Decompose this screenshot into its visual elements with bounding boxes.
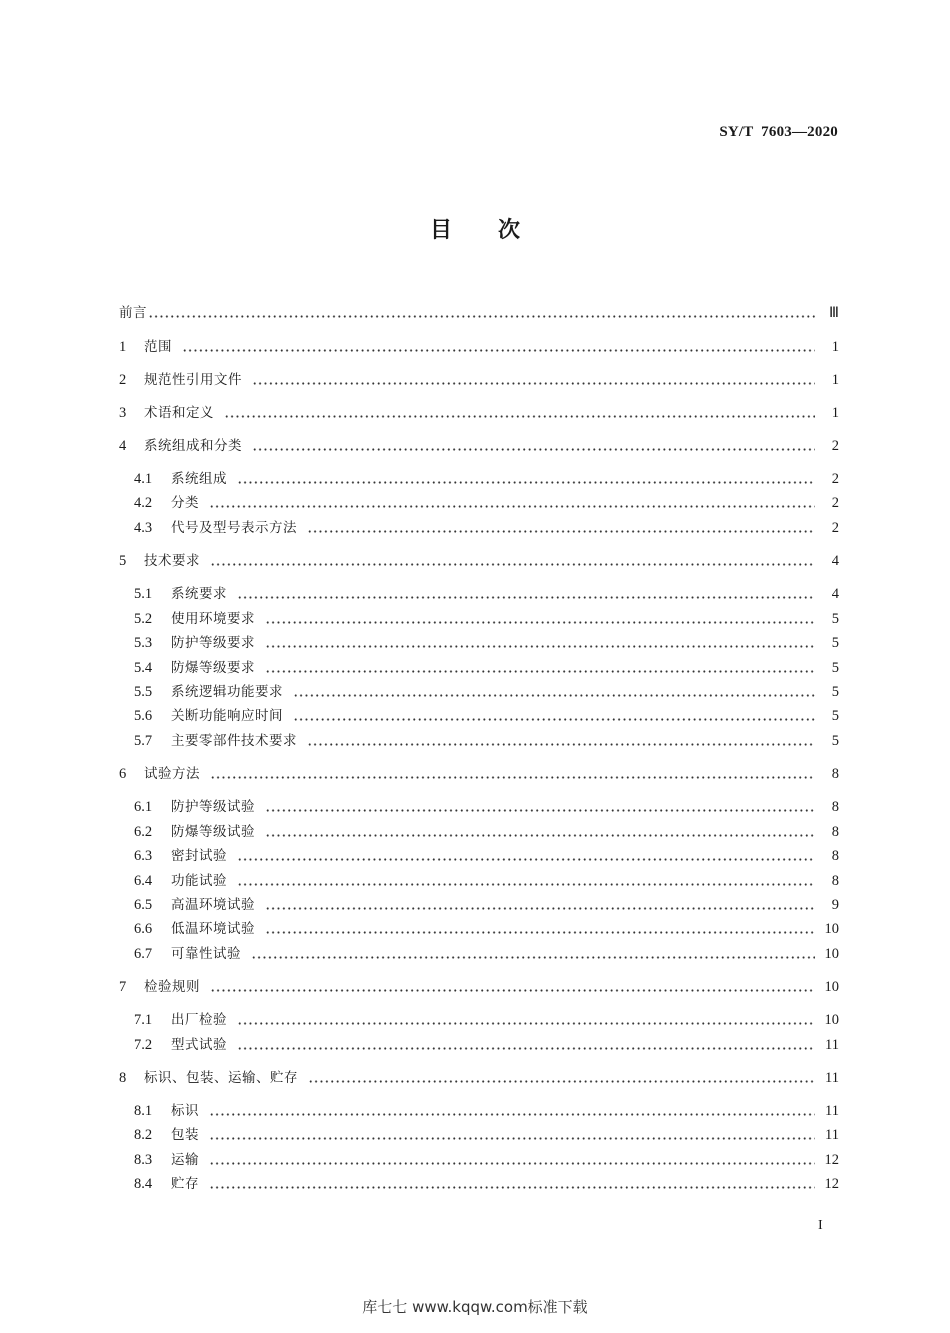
toc-entry[interactable]: [119, 550, 839, 572]
dot-leader: [209, 1162, 815, 1165]
toc-entry[interactable]: [134, 1173, 839, 1195]
toc-entry[interactable]: [134, 870, 839, 892]
toc-entry-page: 2: [831, 438, 839, 454]
toc-entry-page: 9: [831, 897, 839, 913]
toc-entry[interactable]: [134, 705, 839, 727]
toc-entry-number: 8.4: [134, 1176, 153, 1192]
toc-entry-page: 4: [831, 586, 839, 602]
toc-entry-number: 8.3: [134, 1152, 153, 1168]
toc-entry[interactable]: [134, 468, 839, 490]
toc-entry-page: 8: [831, 873, 839, 889]
toc-entry-number: 7: [119, 979, 127, 995]
dot-leader: [210, 989, 815, 992]
dot-leader: [293, 694, 815, 697]
toc-entry-number: 7.1: [134, 1012, 153, 1028]
toc-entry[interactable]: [119, 976, 839, 998]
toc-entry-page: 5: [831, 611, 839, 627]
dot-leader: [265, 670, 815, 673]
toc-entry-page: 10: [824, 946, 839, 962]
dot-leader: [307, 530, 815, 533]
dot-leader: [209, 1137, 815, 1140]
toc-entry-number: 4: [119, 438, 127, 454]
toc-entry-label: 系统组成和分类: [144, 438, 242, 454]
toc-entry-page: 10: [824, 979, 839, 995]
dot-leader: [237, 1022, 815, 1025]
dot-leader: [308, 1080, 815, 1083]
toc-entry-label: 型式试验: [171, 1037, 227, 1053]
dot-leader: [252, 382, 815, 385]
dot-leader: [237, 858, 815, 861]
toc-entry-label: 系统组成: [171, 471, 227, 487]
toc-entry-label: 高温环境试验: [171, 897, 255, 913]
toc-entry-number: 6.5: [134, 897, 153, 913]
toc-entry-page: 11: [825, 1037, 839, 1053]
toc-entry-label: 术语和定义: [144, 405, 214, 421]
toc-entry-page: 1: [831, 372, 839, 388]
toc-entry-label: 可靠性试验: [171, 946, 241, 962]
toc-entry-number: 5.1: [134, 586, 153, 602]
toc-entry[interactable]: [134, 583, 839, 605]
toc-entry[interactable]: [134, 918, 839, 940]
toc-entry-label: 运输: [171, 1152, 199, 1168]
toc-entry-number: 5: [119, 553, 127, 569]
toc-entry-label: 规范性引用文件: [144, 372, 242, 388]
toc-entry-label: 检验规则: [144, 979, 200, 995]
toc-entry-label: 防护等级要求: [171, 635, 255, 651]
toc-entry-number: 4.3: [134, 520, 153, 536]
toc-entry-label: 功能试验: [171, 873, 227, 889]
toc-entry-label: 标识、包装、运输、贮存: [144, 1070, 298, 1086]
toc-entry-page: Ⅲ: [829, 305, 839, 321]
toc-entry-page: 10: [824, 1012, 839, 1028]
toc-entry-page: 8: [831, 766, 839, 782]
toc-entry-page: 5: [831, 684, 839, 700]
toc-entry-page: 2: [831, 495, 839, 511]
toc-entry[interactable]: [119, 1067, 839, 1089]
toc-entry-number: 8.1: [134, 1103, 153, 1119]
toc-entry[interactable]: [134, 894, 839, 916]
toc-entry-label: 代号及型号表示方法: [171, 520, 297, 536]
toc-entry-page: 10: [824, 921, 839, 937]
dot-leader: [265, 621, 815, 624]
toc-entry-number: 6.1: [134, 799, 153, 815]
toc-entry-label: 标识: [171, 1103, 199, 1119]
toc-entry-page: 5: [831, 660, 839, 676]
standard-code: SY/T 7603—2020: [719, 124, 838, 140]
toc-entry[interactable]: [134, 657, 839, 679]
toc-entry-number: 5.5: [134, 684, 153, 700]
dot-leader: [182, 349, 815, 352]
dot-leader: [293, 718, 815, 721]
toc-entry[interactable]: [134, 796, 839, 818]
toc-entry[interactable]: [134, 608, 839, 630]
dot-leader: [265, 809, 815, 812]
toc-entry-page: 1: [831, 405, 839, 421]
toc-entry[interactable]: [119, 302, 839, 324]
toc-entry[interactable]: [134, 821, 839, 843]
toc-entry-page: 5: [831, 733, 839, 749]
toc-entry-number: 6.4: [134, 873, 153, 889]
toc-entry-number: 7.2: [134, 1037, 153, 1053]
toc-entry-label: 关断功能响应时间: [171, 708, 283, 724]
dot-leader: [210, 776, 815, 779]
toc-entry-number: 5.7: [134, 733, 153, 749]
toc-entry[interactable]: [134, 517, 839, 539]
toc-entry-number: 5.4: [134, 660, 153, 676]
toc-entry-page: 2: [831, 471, 839, 487]
toc-entry[interactable]: [134, 730, 839, 752]
toc-entry[interactable]: [134, 1124, 839, 1146]
toc-entry-label: 技术要求: [144, 553, 200, 569]
toc-entry-number: 8: [119, 1070, 127, 1086]
toc-entry-page: 8: [831, 848, 839, 864]
toc-entry-number: 5.6: [134, 708, 153, 724]
toc-entry-label: 分类: [171, 495, 199, 511]
toc-entry-number: 6: [119, 766, 127, 782]
toc-entry[interactable]: [134, 1009, 839, 1031]
toc-entry-number: 2: [119, 372, 127, 388]
dot-leader: [265, 645, 815, 648]
toc-entry-label: 试验方法: [144, 766, 200, 782]
toc-entry-page: 5: [831, 635, 839, 651]
toc-entry-number: 1: [119, 339, 127, 355]
toc-entry[interactable]: [119, 435, 839, 457]
toc-entry[interactable]: [134, 1149, 839, 1171]
toc-entry-number: 6.6: [134, 921, 153, 937]
toc-entry-label: 系统要求: [171, 586, 227, 602]
toc-entry-number: 5.2: [134, 611, 153, 627]
toc-entry[interactable]: [134, 1034, 839, 1056]
dot-leader: [224, 415, 815, 418]
toc-entry[interactable]: [134, 1100, 839, 1122]
toc-entry-page: 4: [831, 553, 839, 569]
toc-entry[interactable]: [134, 943, 839, 965]
dot-leader: [209, 1186, 815, 1189]
toc-entry-label: 主要零部件技术要求: [171, 733, 297, 749]
toc-entry-page: 5: [831, 708, 839, 724]
toc-entry-page: 12: [824, 1176, 839, 1192]
page-number: I: [818, 1218, 823, 1233]
toc-entry-page: 11: [825, 1103, 839, 1119]
toc-entry-label: 防爆等级要求: [171, 660, 255, 676]
dot-leader: [265, 834, 815, 837]
dot-leader: [237, 883, 815, 886]
toc-entry[interactable]: [134, 492, 839, 514]
toc-entry-label: 密封试验: [171, 848, 227, 864]
dot-leader: [237, 1047, 815, 1050]
dot-leader: [209, 505, 815, 508]
toc-entry-page: 11: [825, 1070, 839, 1086]
toc-entry-label: 使用环境要求: [171, 611, 255, 627]
toc-entry-number: 6.3: [134, 848, 153, 864]
toc-entry-page: 8: [831, 824, 839, 840]
toc-entry-label: 范围: [144, 339, 172, 355]
toc-entry-label: 包装: [171, 1127, 199, 1143]
dot-leader: [210, 563, 815, 566]
dot-leader: [265, 931, 815, 934]
dot-leader: [265, 907, 815, 910]
toc-entry[interactable]: [119, 763, 839, 785]
toc-entry-number: 3: [119, 405, 127, 421]
dot-leader: [237, 481, 815, 484]
toc-entry-page: 1: [831, 339, 839, 355]
toc-entry-label: 低温环境试验: [171, 921, 255, 937]
toc-entry-number: 6.7: [134, 946, 153, 962]
toc-entry-page: 2: [831, 520, 839, 536]
toc-entry[interactable]: [134, 845, 839, 867]
toc-entry[interactable]: [119, 402, 839, 424]
dot-leader: [237, 596, 815, 599]
page-title: 目次: [429, 218, 566, 243]
toc-entry-number: 4.2: [134, 495, 153, 511]
toc-entry-page: 11: [825, 1127, 839, 1143]
footer-watermark: 库七七 www.kqqw.com标准下载: [362, 1298, 588, 1316]
toc-entry[interactable]: [134, 632, 839, 654]
toc-entry-number: 4.1: [134, 471, 153, 487]
toc-entry-page: 8: [831, 799, 839, 815]
toc-entry-label: 防爆等级试验: [171, 824, 255, 840]
toc-entry-label: 系统逻辑功能要求: [171, 684, 283, 700]
dot-leader: [148, 315, 815, 318]
toc-entry-page: 12: [824, 1152, 839, 1168]
toc-entry-number: 8.2: [134, 1127, 153, 1143]
toc-entry-label: 贮存: [171, 1176, 199, 1192]
toc-entry-number: 5.3: [134, 635, 153, 651]
dot-leader: [252, 448, 815, 451]
toc-entry[interactable]: [119, 336, 839, 358]
dot-leader: [209, 1113, 815, 1116]
toc-entry-label: 防护等级试验: [171, 799, 255, 815]
toc-entry[interactable]: [134, 681, 839, 703]
toc-entry-label: 前言: [119, 305, 147, 321]
toc-entry-number: 6.2: [134, 824, 153, 840]
dot-leader: [251, 956, 815, 959]
dot-leader: [307, 743, 815, 746]
toc-entry[interactable]: [119, 369, 839, 391]
toc-entry-label: 出厂检验: [171, 1012, 227, 1028]
